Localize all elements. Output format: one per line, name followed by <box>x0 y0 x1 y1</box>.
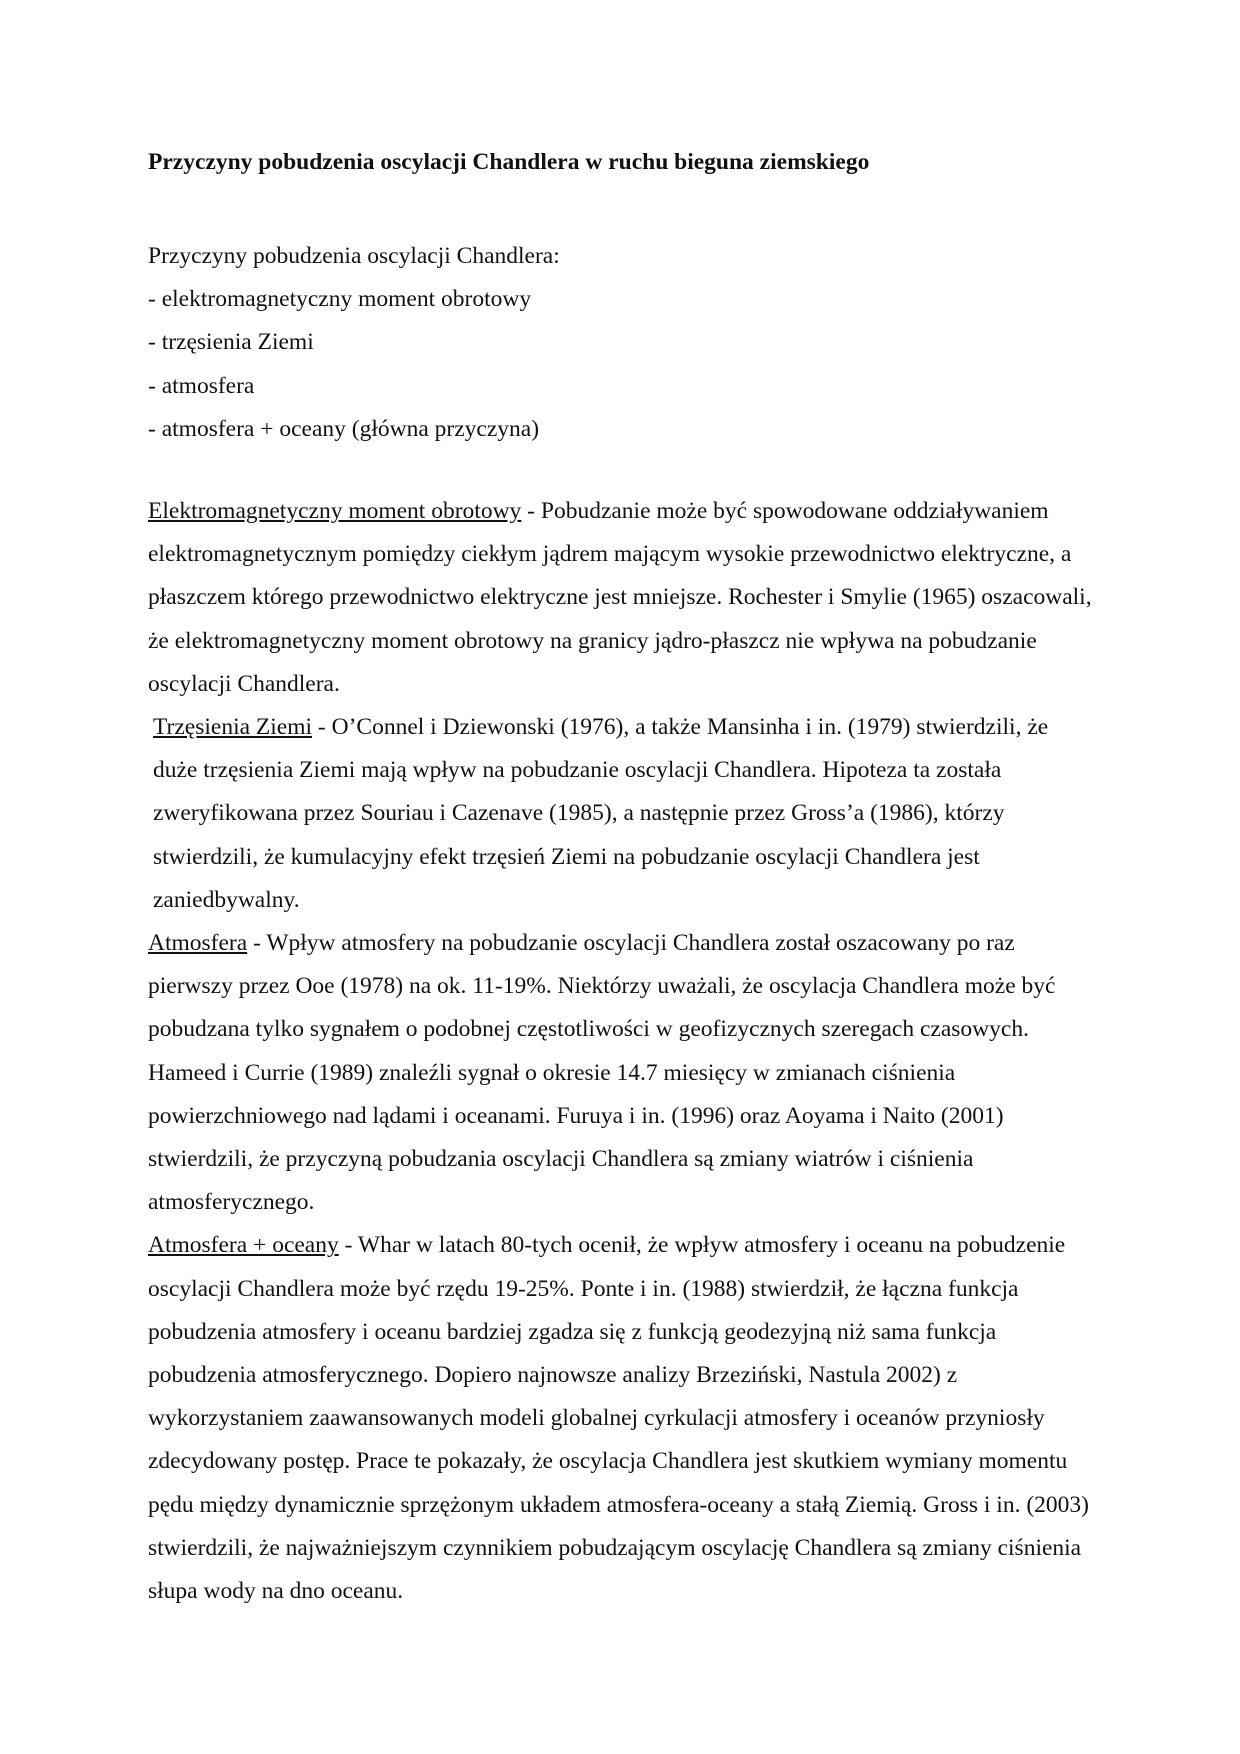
section-atmosphere-oceans <box>148 1224 1098 1613</box>
section-heading: Atmosfera + oceany <box>148 1232 339 1259</box>
intro-item: - atmosfera + oceany (główna przyczyna) <box>148 415 540 442</box>
section-body: - Wpływ atmosfery na pobudzanie oscylacji Chandlera został oszacowany po raz pierwszy przez Ooe (1978) na ok. 11-19%. Niektórzy uważali, że oscylacja Chandlera może być pobudzana tylko sygnałem o podobnej częstotliwości w geofizycznych szeregach czasowych. Hameed i Currie (1989) znaleźli sygnał o okresie 14.7 miesięcy w zmianach ciśnienia powierzchniowego nad lądami i oceanami. Furuya i in. (1996) oraz Aoyama i Naito (2001) stwierdzili, że przyczyną pobudzania oscylacji Chandlera są zmiany wiatrów i ciśnienia atmosferycznego. <box>148 930 1056 1216</box>
intro-heading: Przyczyny pobudzenia oscylacji Chandlera: <box>148 243 560 269</box>
document-title: Przyczyny pobudzenia oscylacji Chandlera w ruchu bieguna ziemskiego <box>148 149 870 175</box>
intro-item: - atmosfera <box>148 372 255 399</box>
section-earthquakes <box>148 706 1098 922</box>
section-electromagnetic <box>148 490 1098 706</box>
section-heading: Trzęsienia Ziemi <box>153 714 313 741</box>
document-content <box>148 147 1098 1613</box>
section-atmosphere <box>148 922 1098 1224</box>
section-body: - O’Connel i Dziewonski (1976), a także Mansinha i in. (1979) stwierdzili, że duże trzęsienia Ziemi mają wpływ na pobudzanie oscylacji Chandlera. Hipoteza ta została zweryfikowana przez Souriau i Cazenave (1985), a następnie przez Gross’a (1986), którzy stwierdzili, że kumulacyjny efekt trzęsień Ziemi na pobudzanie oscylacji Chandlera jest zaniedbywalny. <box>153 714 1049 913</box>
intro-item: - elektromagnetyczny moment obrotowy <box>148 286 532 313</box>
intro-list <box>148 235 1098 451</box>
section-heading: Atmosfera <box>148 930 248 957</box>
section-body: - Whar w latach 80-tych ocenił, że wpływ atmosfery i oceanu na pobudzenie oscylacji Chandlera może być rzędu 19-25%. Ponte i in. (1988) stwierdził, że łączna funkcja pobudzenia atmosfery i oceanu bardziej zgadza się z funkcją geodezyjną niż sama funkcja pobudzenia atmosferycznego. Dopiero najnowsze analizy Brzeziński, Nastula 2002) z wykorzystaniem zaawansowanych modeli globalnej cyrkulacji atmosfery i oceanów przyniosły zdecydowany postęp. Prace te pokazały, że oscylacja Chandlera jest skutkiem wymiany momentu pędu między dynamicznie sprzężonym układem atmosfera-oceany a stałą Ziemią. Gross i in. (2003) stwierdzili, że najważniejszym czynnikiem pobudzającym oscylację Chandlera są zmiany ciśnienia słupa wody na dno oceanu. <box>148 1232 1089 1605</box>
sections <box>148 490 1098 1613</box>
section-body: - Pobudzanie może być spowodowane oddziaływaniem elektromagnetycznym pomiędzy ciekłym jądrem mającym wysokie przewodnictwo elektryczne, a płaszczem którego przewodnictwo elektryczne jest mniejsze. Rochester i Smylie (1965) oszacowali, że elektromagnetyczny moment obrotowy na granicy jądro-płaszcz nie wpływa na pobudzanie oscylacji Chandlera. <box>148 498 1092 697</box>
intro-item: - trzęsienia Ziemi <box>148 329 314 356</box>
section-heading: Elektromagnetyczny moment obrotowy <box>148 498 522 525</box>
